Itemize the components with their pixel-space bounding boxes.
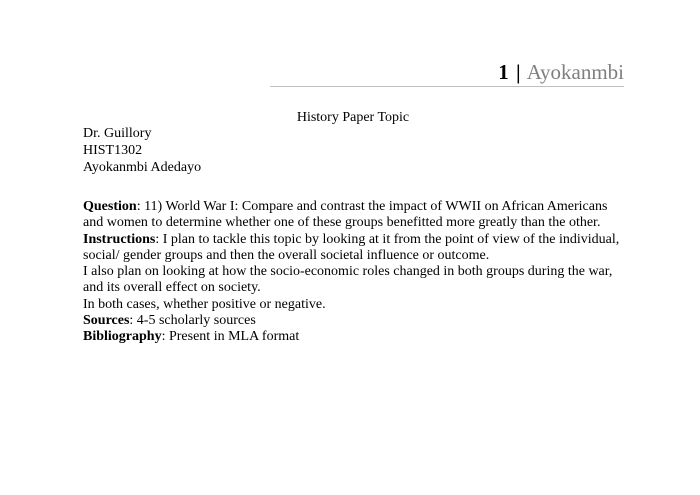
cases-paragraph: In both cases, whether positive or negative. — [83, 296, 326, 312]
sources-label: Sources — [83, 313, 130, 329]
instructions-paragraph — [83, 232, 628, 265]
header-author: Ayokanmbi — [526, 60, 624, 84]
document-title: History Paper Topic — [296, 110, 410, 125]
bibliography-paragraph — [83, 329, 628, 345]
sources-text: : 4-5 scholarly sources — [129, 313, 256, 329]
document-body — [83, 199, 628, 346]
course-code: HIST1302 — [83, 143, 143, 158]
student-name: Ayokanmbi Adedayo — [83, 160, 202, 175]
instructions-text: : I plan to tackle this topic by looking at it from the point of view of the individual, social/ gender groups and then the overall societal influence or outcome. — [83, 231, 620, 263]
instructor-name: Dr. Guillory — [83, 126, 152, 141]
question-paragraph — [83, 199, 628, 232]
header-separator: | — [516, 60, 521, 84]
plan-paragraph: I also plan on looking at how the socio-economic roles changed in both groups during the war, and its overall effect on society. — [83, 264, 613, 296]
question-text: : 11) World War I: Compare and contrast the impact of WWII on African Americans and women to determine whether one of these groups benefitted more greatly than the other. — [83, 199, 608, 231]
bibliography-text: : Present in MLA format — [161, 329, 300, 345]
sources-paragraph — [83, 313, 628, 329]
page-number: 1 — [498, 60, 509, 84]
instructions-label: Instructions — [83, 231, 156, 247]
page-header — [270, 58, 624, 87]
question-label: Question — [83, 199, 137, 214]
bibliography-label: Bibliography — [83, 329, 162, 345]
document-meta — [83, 125, 201, 176]
